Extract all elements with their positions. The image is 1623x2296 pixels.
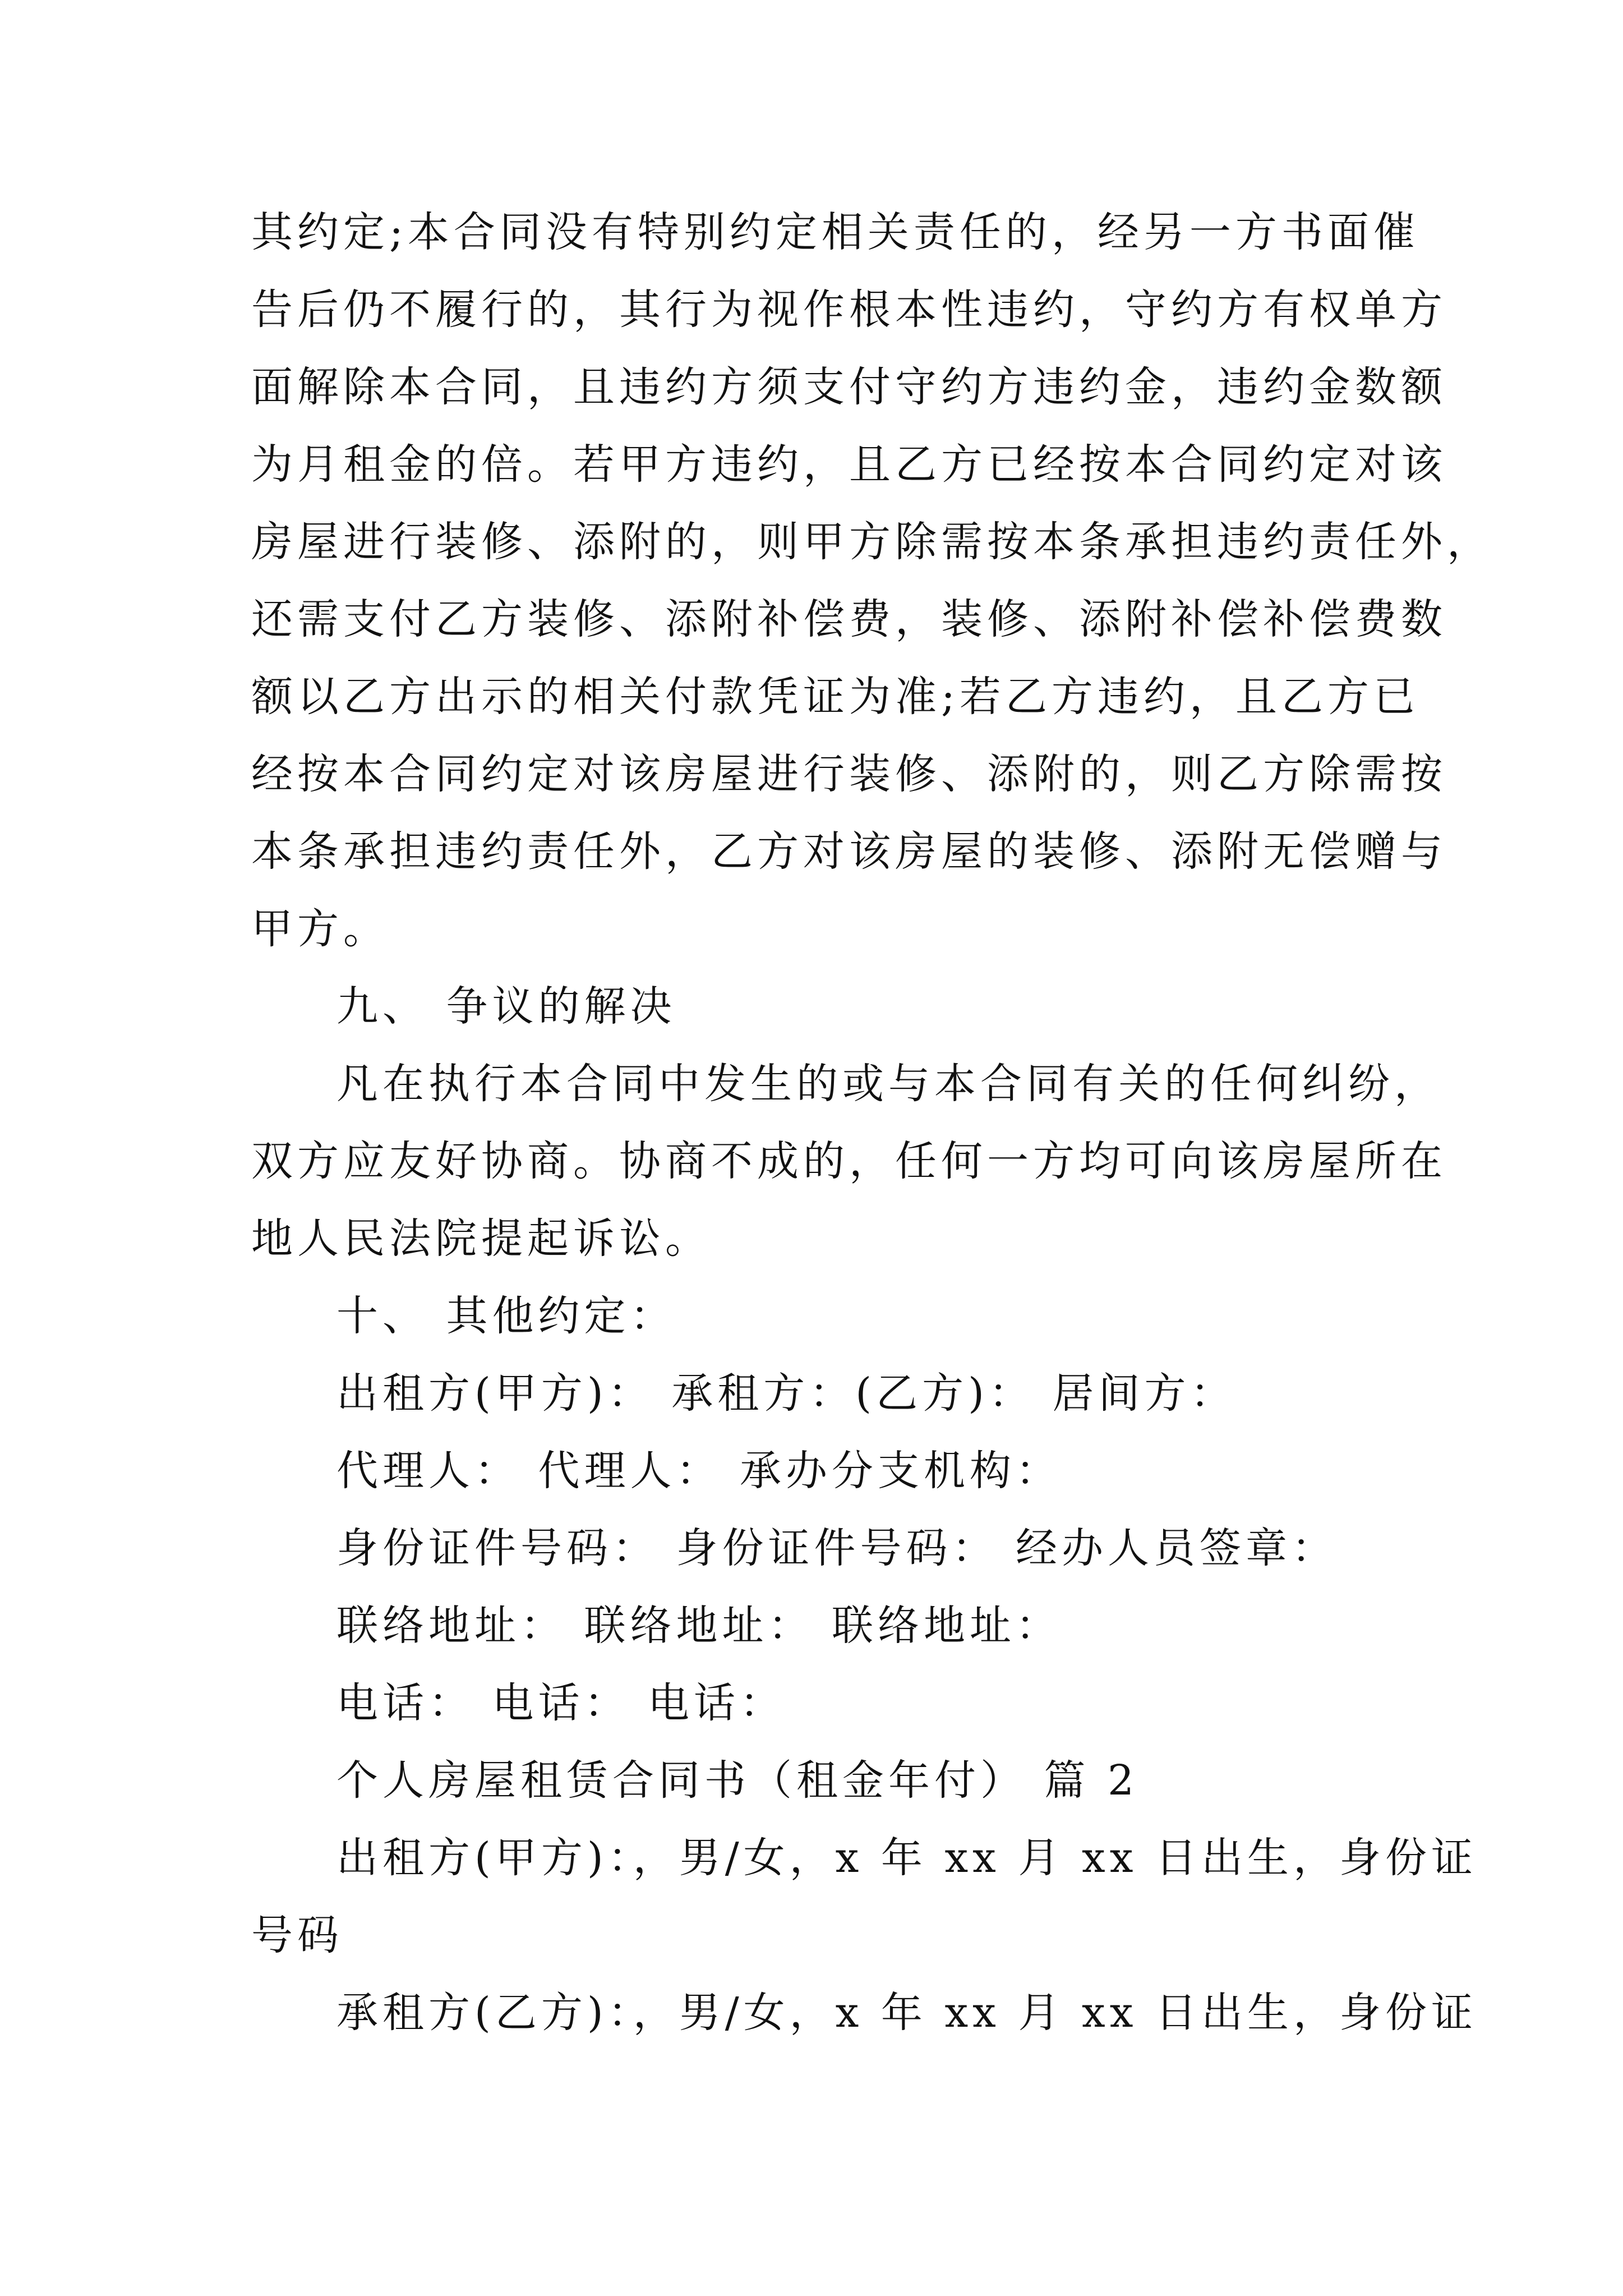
lessor-line: 出租方(甲方)：，男/女，x 年 xx 月 xx 日出生，身份证 (336, 1834, 1477, 1882)
body-line: 号码 (251, 1911, 343, 1959)
signature-row-agent: 代理人： 代理人： 承办分支机构： (336, 1447, 1062, 1495)
document-body (251, 194, 1493, 2051)
body-line: 其约定;本合同没有特别约定相关责任的，经另一方书面催 (251, 208, 1419, 256)
body-line: 甲方。 (251, 905, 389, 953)
body-line: 还需支付乙方装修、添附补偿费，装修、添附补偿补偿费数 (251, 595, 1447, 643)
body-line: 额以乙方出示的相关付款凭证为准;若乙方违约，且乙方已 (251, 673, 1419, 721)
section-heading-dispute: 九、 争议的解决 (336, 982, 676, 1030)
body-line: 双方应友好协商。协商不成的，任何一方均可向该房屋所在 (251, 1137, 1447, 1185)
signature-row-phone: 电话： 电话： 电话： (336, 1679, 786, 1727)
body-line: 房屋进行装修、添附的，则甲方除需按本条承担违约责任外， (251, 518, 1493, 566)
body-line: 经按本合同约定对该房屋进行装修、添附的，则乙方除需按 (251, 750, 1447, 798)
signature-row-parties: 出租方(甲方)： 承租方：(乙方)： 居间方： (336, 1369, 1237, 1418)
body-line: 为月租金的倍。若甲方违约，且乙方已经按本合同约定对该 (251, 440, 1447, 489)
section-heading-other: 十、 其他约定： (336, 1292, 676, 1340)
lessee-line: 承租方(乙方)：，男/女，x 年 xx 月 xx 日出生，身份证 (336, 1989, 1477, 2037)
body-line: 面解除本合同，且违约方须支付守约方违约金，违约金数额 (251, 363, 1447, 411)
body-line: 告后仍不履行的，其行为视作根本性违约，守约方有权单方 (251, 286, 1447, 334)
signature-row-id: 身份证件号码： 身份证件号码： 经办人员签章： (336, 1524, 1338, 1572)
contract-title: 个人房屋租赁合同书（租金年付） 篇 2 (336, 1756, 1139, 1805)
body-line: 凡在执行本合同中发生的或与本合同有关的任何纠纷， (336, 1060, 1440, 1108)
signature-row-address: 联络地址： 联络地址： 联络地址： (336, 1602, 1062, 1650)
body-line: 本条承担违约责任外，乙方对该房屋的装修、添附无偿赠与 (251, 827, 1447, 876)
body-line: 地人民法院提起诉讼。 (251, 1214, 711, 1263)
